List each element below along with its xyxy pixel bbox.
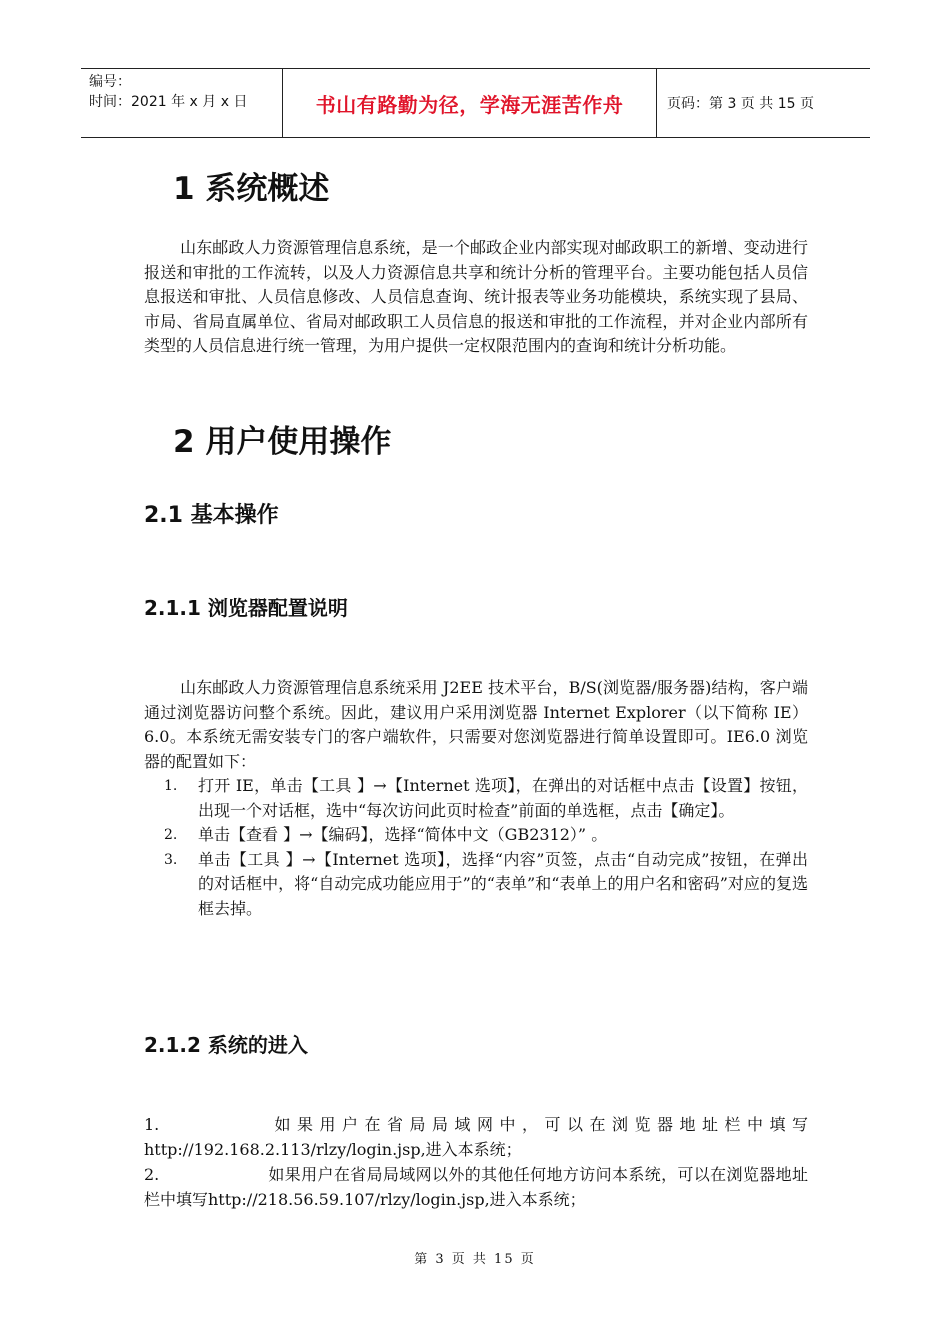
section-1-title: 1 系统概述	[173, 171, 330, 207]
section-2-1-1-body	[144, 676, 808, 774]
list-item-text: 如果用户在省局局域网中，可以在浏览器地址栏中填写http://192.168.2.113/rlzy/login.jsp,进入本系统；	[144, 1115, 808, 1159]
header-number-label: 编号：	[89, 74, 131, 90]
list-item-text: 打开 IE，单击【工具 】→【Internet 选项】，在弹出的对话框中点击【设置】按钮，出现一个对话框，选中“每次访问此页时检查”前面的单选框，点击【确定】。	[198, 776, 808, 820]
list-item-number: 2.	[144, 1165, 160, 1184]
page-footer: 第 3 页 共 15 页	[414, 1252, 536, 1267]
header-time-label: 时间：2021 年 x 月 x 日	[89, 94, 248, 110]
list-item-text: 单击【查看 】→【编码】，选择“简体中文（GB2312）” 。	[198, 825, 608, 844]
list-item-text: 单击【工具 】→【Internet 选项】，选择“内容”页签，点击“自动完成”按钮，在弹出的对话框中，将“自动完成功能应用于”的“表单”和“表单上的用户名和密码”对应的复选框去掉。	[198, 849, 808, 918]
browser-config-steps	[144, 774, 808, 921]
section-2-title: 2 用户使用操作	[173, 424, 392, 460]
list-item	[144, 1162, 808, 1212]
section-1-body	[144, 236, 808, 359]
list-item-number: 2.	[164, 827, 178, 843]
system-entry-list	[144, 1112, 808, 1212]
list-item	[144, 848, 808, 922]
section-2-1-2-title: 2.1.2 系统的进入	[144, 1033, 308, 1057]
section-2-1-1-title: 2.1.1 浏览器配置说明	[144, 596, 348, 620]
list-item-number: 3.	[164, 851, 178, 868]
list-item	[144, 774, 808, 823]
list-item	[144, 1112, 808, 1162]
list-item	[144, 823, 808, 848]
page-header	[81, 68, 870, 138]
header-page-code: 页码：第 3 页 共 15 页	[667, 96, 814, 112]
section-2-1-title: 2.1 基本操作	[144, 503, 279, 528]
header-meta	[81, 69, 282, 137]
section-2-1-1-body-text: 山东邮政人力资源管理信息系统采用 J2EE 技术平台，B/S(浏览器/服务器)结构，客户端通过浏览器访问整个系统。因此，建议用户采用浏览器 Internet Explorer（以下简称 IE）6.0。本系统无需安装专门的客户端软件，只需要对您浏览器进行简单设置即可。IE6.0 浏览器的配置如下：	[144, 678, 808, 771]
header-slogan: 书山有路勤为径，学海无涯苦作舟	[282, 69, 657, 137]
list-item-number: 1.	[164, 778, 178, 794]
section-1-body-text: 山东邮政人力资源管理信息系统，是一个邮政企业内部实现对邮政职工的新增、变动进行报送和审批的工作流转，以及人力资源信息共享和统计分析的管理平台。主要功能包括人员信息报送和审批、人员信息修改、人员信息查询、统计报表等业务功能模块，系统实现了县局、市局、省局直属单位、省局对邮政职工人员信息的报送和审批的工作流程，并对企业内部所有类型的人员信息进行统一管理，为用户提供一定权限范围内的查询和统计分析功能。	[144, 238, 808, 355]
list-item-text: 如果用户在省局局域网以外的其他任何地方访问本系统，可以在浏览器地址栏中填写http://218.56.59.107/rlzy/login.jsp,进入本系统；	[144, 1165, 808, 1209]
list-item-number: 1.	[144, 1115, 160, 1134]
